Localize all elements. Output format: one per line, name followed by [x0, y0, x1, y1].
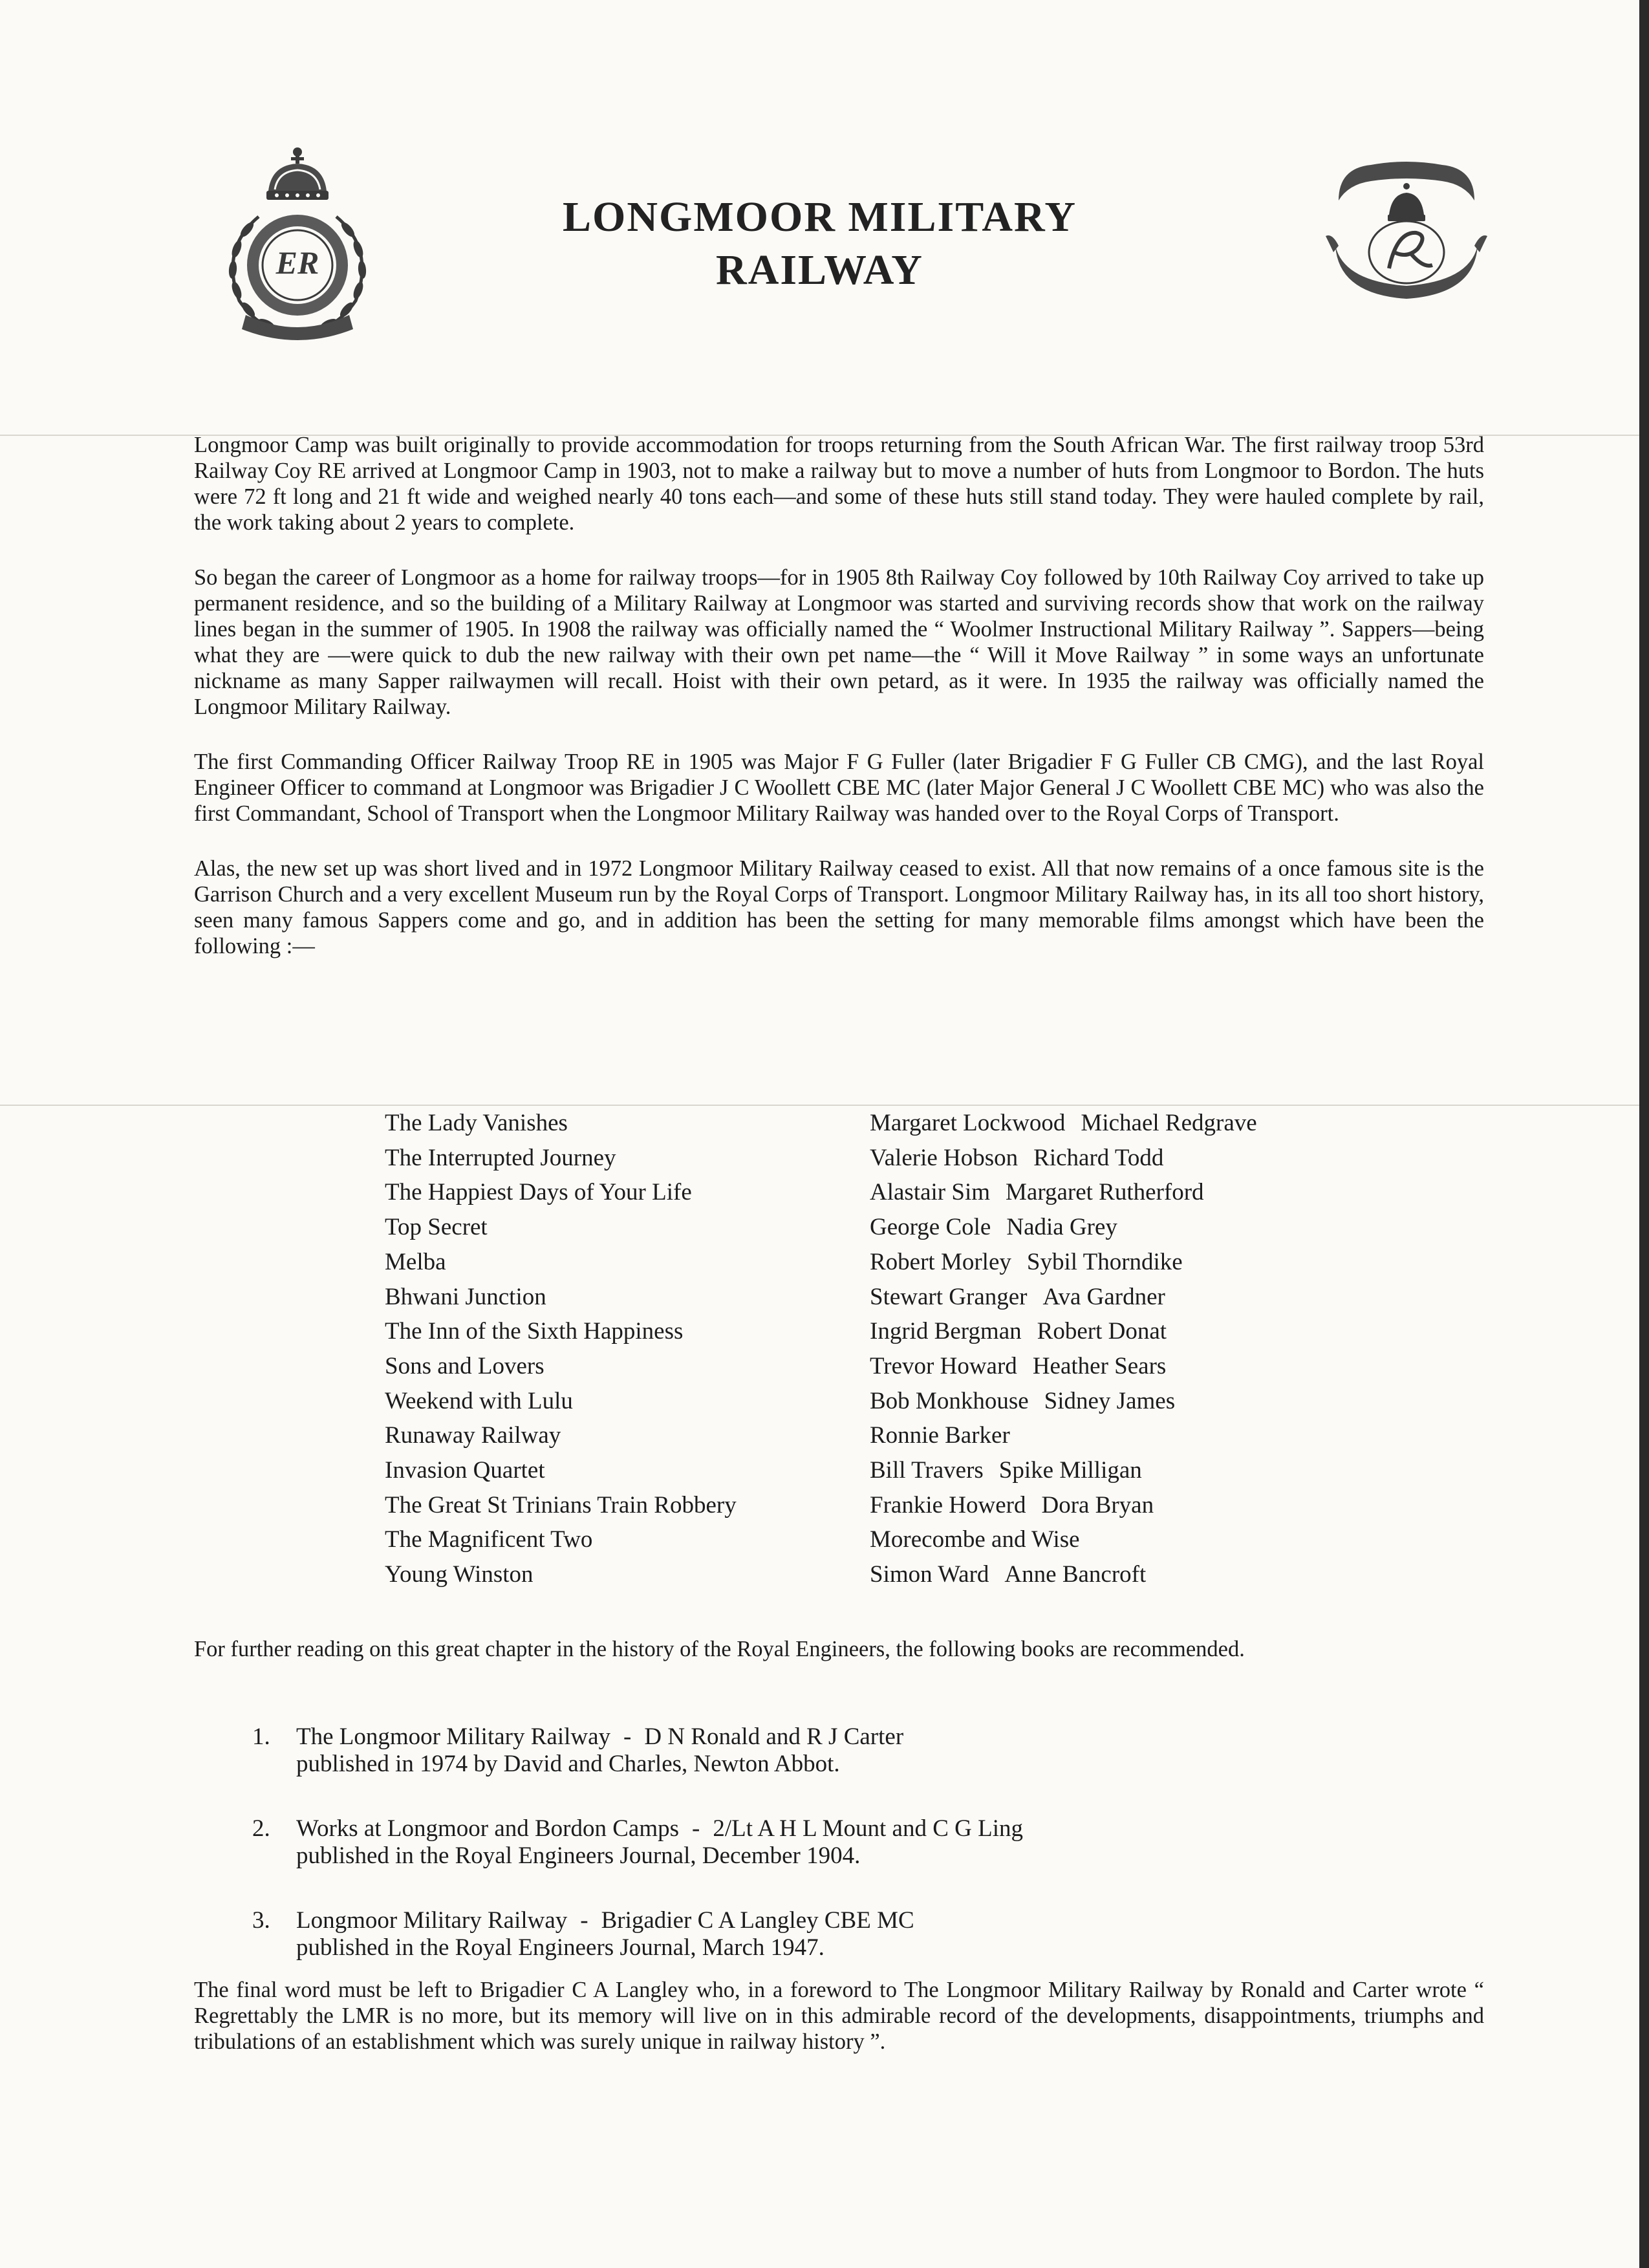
film-title: The Great St Trinians Train Robbery — [385, 1491, 737, 1518]
book-number: 2. — [252, 1815, 270, 1842]
final-word-paragraph: The final word must be left to Brigadier C A Langley who, in a foreword to The Longmoor Military Railway by Ronald and Carter wrote “ Regrettably the LMR is no more, but its memory will live on in this admirable record of the developments, disappointments, triumphs and tribulations of an establishment which was surely unique in railway history ”. — [194, 1978, 1484, 2054]
cast-member: Sidney James — [1044, 1387, 1176, 1414]
film-row — [385, 1106, 1355, 1141]
cast-member: Trevor Howard — [870, 1352, 1017, 1379]
film-cast — [870, 1175, 1355, 1210]
book-item — [252, 1907, 1481, 1961]
film-title: Bhwani Junction — [385, 1283, 546, 1310]
paragraph: The first Commanding Officer Railway Troop RE in 1905 was Major F G Fuller (later Brigadier F G Fuller CB CMG), and the last Royal Engineer Officer to command at Longmoor was Brigadier J C Woollett CBE MC (later Major General J C Woollett CBE MC) who was also the first Commandant, School of Transport when the Longmoor Military Railway was handed over to the Royal Corps of Transport. — [194, 750, 1484, 826]
document-title — [0, 191, 1639, 297]
cast-member: Sybil Thorndike — [1026, 1248, 1183, 1275]
paragraph: Alas, the new set up was short lived and in 1972 Longmoor Military Railway ceased to exist. All that now remains of a once famous site is the Garrison Church and a very excellent Museum run by the Royal Corps of Transport. Longmoor Military Railway has, in its all too short history, seen many famous Sappers come and go, and in addition has been the setting for many memorable films amongst which have been the following :— — [194, 856, 1484, 958]
paragraph: Longmoor Camp was built originally to provide accommodation for troops returning from the South African War. The first railway troop 53rd Railway Coy RE arrived at Longmoor Camp in 1903, not to make a railway but to move a number of huts from Longmoor to Bordon. The huts were 72 ft long and 21 ft wide and weighed nearly 40 tons each—and some of these huts still stand today. They were hauled complete by rail, the work taking about 2 years to complete. — [194, 433, 1484, 535]
cast-member: Robert Morley — [870, 1248, 1011, 1275]
film-cast — [870, 1141, 1355, 1176]
book-title: Longmoor Military Railway — [296, 1907, 568, 1934]
film-cast — [870, 1522, 1355, 1557]
film-row — [385, 1280, 1355, 1315]
cast-member: Bill Travers — [870, 1457, 984, 1484]
cast-member: Valerie Hobson — [870, 1144, 1018, 1171]
film-row — [385, 1210, 1355, 1245]
book-number: 1. — [252, 1723, 270, 1750]
cast-member: Margaret Rutherford — [1006, 1179, 1204, 1206]
cast-member: Anne Bancroft — [1004, 1561, 1147, 1588]
film-cast — [870, 1384, 1355, 1419]
film-row — [385, 1522, 1355, 1557]
cast-member: George Cole — [870, 1214, 991, 1241]
book-publication: published in 1974 by David and Charles, Newton Abbot. — [296, 1751, 840, 1777]
film-title: The Magnificent Two — [385, 1526, 593, 1553]
film-row — [385, 1349, 1355, 1384]
film-cast — [870, 1557, 1355, 1592]
book-number: 3. — [252, 1907, 270, 1934]
film-row — [385, 1488, 1355, 1523]
film-title: Runaway Railway — [385, 1422, 561, 1449]
film-title: Top Secret — [385, 1214, 488, 1241]
reading-intro: For further reading on this great chapter in the history of the Royal Engineers, the following books are recommended. — [194, 1637, 1245, 1661]
film-title: Weekend with Lulu — [385, 1387, 573, 1414]
book-publication: published in the Royal Engineers Journal, March 1947. — [296, 1934, 824, 1961]
cast-member: Stewart Granger — [870, 1283, 1028, 1310]
cast-member: Ronnie Barker — [870, 1422, 1010, 1449]
cast-member: Richard Todd — [1033, 1144, 1164, 1171]
book-publication: published in the Royal Engineers Journal, December 1904. — [296, 1842, 861, 1869]
cast-member: Bob Monkhouse — [870, 1387, 1029, 1414]
film-title: The Inn of the Sixth Happiness — [385, 1318, 684, 1345]
film-row — [385, 1418, 1355, 1453]
book-author: D N Ronald and R J Carter — [644, 1723, 904, 1750]
book-separator: - — [580, 1907, 588, 1934]
cast-member: Morecombe and Wise — [870, 1526, 1080, 1553]
film-row — [385, 1314, 1355, 1349]
film-row — [385, 1175, 1355, 1210]
film-cast — [870, 1210, 1355, 1245]
cast-member: Spike Milligan — [998, 1457, 1142, 1484]
film-cast — [870, 1349, 1355, 1384]
film-cast — [870, 1245, 1355, 1280]
svg-text:ER: ER — [275, 244, 319, 281]
film-cast — [870, 1280, 1355, 1315]
film-title: Invasion Quartet — [385, 1457, 545, 1484]
film-title: The Interrupted Journey — [385, 1144, 616, 1171]
book-author: 2/Lt A H L Mount and C G Ling — [713, 1815, 1024, 1842]
cast-member: Robert Donat — [1037, 1318, 1167, 1345]
cast-member: Margaret Lockwood — [870, 1110, 1066, 1136]
book-separator: - — [692, 1815, 700, 1842]
paragraph: So began the career of Longmoor as a home for railway troops—for in 1905 8th Railway Coy followed by 10th Railway Coy arrived to take up permanent residence, and so the building of a Military Railway at Longmoor was started and surviving records show that work on the railway lines began in the summer of 1905. In 1908 the railway was officially named the “ Woolmer Instructional Military Railway ”. Sappers—being what they are —were quick to dub the new railway with their own pet name—the “ Will it Move Railway ” in some ways an unfortunate nickname as many Sapper railwaymen will recall. Hoist with their own petard, as it were. In 1935 the railway was officially named the Longmoor Military Railway. — [194, 565, 1484, 719]
film-title: The Lady Vanishes — [385, 1110, 568, 1136]
cast-member: Ingrid Bergman — [870, 1318, 1022, 1345]
title-line: LONGMOOR MILITARY — [563, 193, 1077, 241]
book-list — [252, 1723, 1481, 1999]
cast-member: Nadia Grey — [1006, 1214, 1117, 1241]
cast-member: Frankie Howerd — [870, 1491, 1026, 1518]
book-item — [252, 1723, 1481, 1778]
book-title: Works at Longmoor and Bordon Camps — [296, 1815, 680, 1842]
film-row — [385, 1141, 1355, 1176]
film-cast — [870, 1106, 1355, 1141]
cast-member: Simon Ward — [870, 1561, 989, 1588]
film-cast — [870, 1488, 1355, 1523]
cast-member: Heather Sears — [1032, 1352, 1167, 1379]
book-author: Brigadier C A Langley CBE MC — [601, 1907, 914, 1934]
book-item — [252, 1815, 1481, 1870]
history-section — [194, 432, 1484, 988]
film-row — [385, 1384, 1355, 1419]
film-row — [385, 1453, 1355, 1488]
film-title: Sons and Lovers — [385, 1352, 544, 1379]
cast-member: Alastair Sim — [870, 1179, 991, 1206]
film-cast — [870, 1418, 1355, 1453]
cast-member: Michael Redgrave — [1081, 1110, 1257, 1136]
film-list — [385, 1106, 1355, 1592]
film-title: The Happiest Days of Your Life — [385, 1179, 692, 1206]
cast-member: Dora Bryan — [1041, 1491, 1154, 1518]
film-row — [385, 1557, 1355, 1592]
title-line: RAILWAY — [716, 246, 923, 294]
book-title: The Longmoor Military Railway — [296, 1723, 611, 1750]
cast-member: Ava Gardner — [1042, 1283, 1165, 1310]
film-row — [385, 1245, 1355, 1280]
book-separator: - — [623, 1723, 632, 1750]
film-title: Melba — [385, 1248, 446, 1275]
film-cast — [870, 1453, 1355, 1488]
film-cast — [870, 1314, 1355, 1349]
film-title: Young Winston — [385, 1561, 534, 1588]
